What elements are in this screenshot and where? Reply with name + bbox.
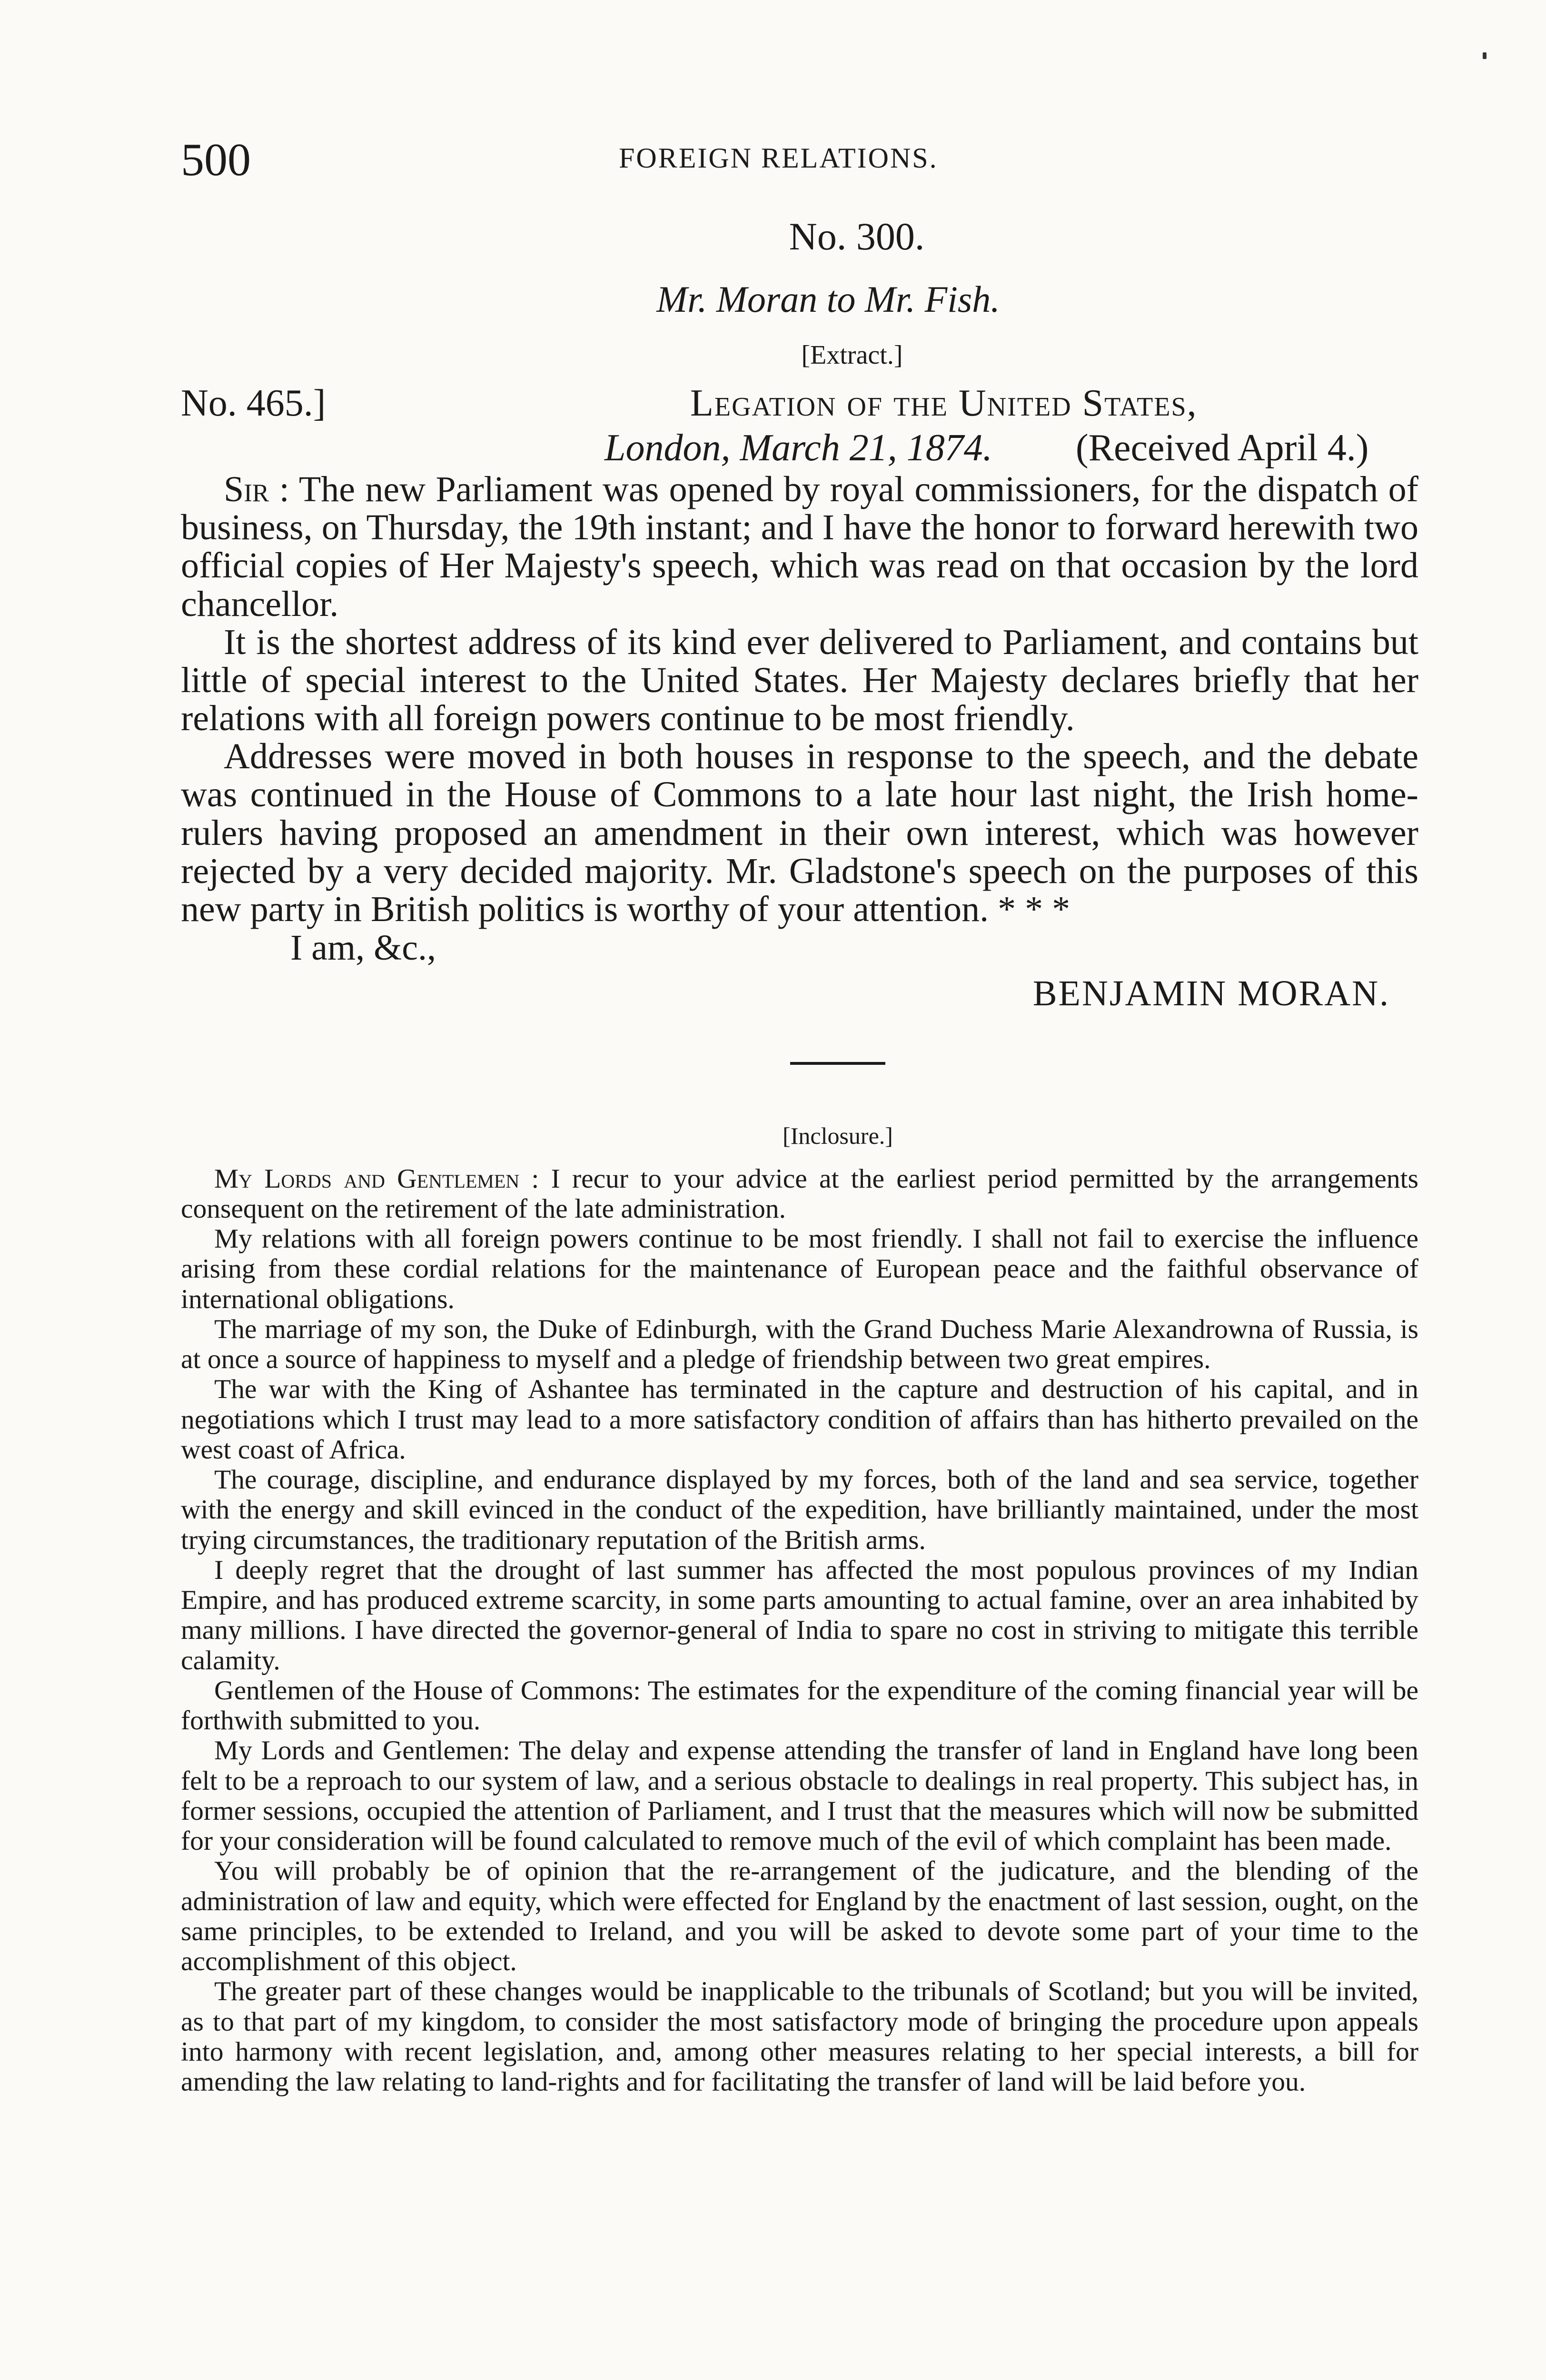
inclosure-label: [Inclosure.] <box>783 1122 893 1149</box>
inclosure-paragraph: The war with the King of Ashantee has terminated in the capture and destruction of his capital, and in negotiations which I trust may lead to a more satisfactory condition of affairs than has hitherto prevailed on the west coast of Africa. <box>181 1374 1418 1465</box>
received-date: (Received April 4.) <box>1076 427 1369 469</box>
letter-paragraph <box>181 470 1418 623</box>
letter-paragraph: Addresses were moved in both houses in response to the speech, and the debate was continued in the House of Commons to a late hour last night, the Irish home-rulers having proposed an amendment in their own interest, which was however rejected by a very decided majority. Mr. Gladstone's speech on the purposes of this new party in British politics is worthy of your attention. * * * <box>181 736 1418 929</box>
inclosure-paragraph: The marriage of my son, the Duke of Edinburgh, with the Grand Duchess Marie Alexandrowna of Russia, is at once a source of happiness to myself and a pledge of friendship between two great empires. <box>181 1314 1418 1375</box>
despatch-number: No. 465.] <box>181 382 326 424</box>
letter-body <box>181 470 1418 1014</box>
inclosure-paragraph: The courage, discipline, and endurance displayed by my forces, both of the land and sea service, together with the energy and skill evinced in the conduct of the expedition, have brilliantly maintained, under the most trying circumstances, the traditionary reputation of the British arms. <box>181 1465 1418 1555</box>
inclosure-address: My Lords and Gentlemen : <box>214 1163 539 1194</box>
inclosure-paragraph: Gentlemen of the House of Commons: The estimates for the expenditure of the coming financial year will be forthwith submitted to you. <box>181 1675 1418 1736</box>
document-heading: Mr. Moran to Mr. Fish. <box>656 278 1000 320</box>
margin-mark <box>1483 52 1487 59</box>
inclosure-paragraph: The greater part of these changes would be inapplicable to the tribunals of Scotland; but you will be invited, as to that part of my kingdom, to consider the most satisfactory mode of bringing the procedure upon appeals into harmony with recent legislation, and, among other measures relating to her special interests, a bill for amending the law relating to land-rights and for facilitating the transfer of land will be laid before you. <box>181 1976 1418 2097</box>
inclosure-paragraph: My relations with all foreign powers continue to be most friendly. I shall not fail to exercise the influence arising from these cordial relations for the maintenance of European peace and the faithful observance of international obligations. <box>181 1224 1418 1314</box>
closing: I am, &c., <box>290 928 436 968</box>
document-number: No. 300. <box>789 215 925 258</box>
extract-note: [Extract.] <box>801 340 903 370</box>
inclosure-paragraph-text: I recur to your advice at the earliest period permitted by the arrangements consequent on the retirement of the late administration. <box>181 1163 1418 1224</box>
inclosure-paragraph <box>181 1164 1418 1224</box>
salutation: Sir : <box>224 469 289 509</box>
place-date: London, March 21, 1874. <box>605 427 992 469</box>
letter-paragraph: It is the shortest address of its kind ever delivered to Parliament, and contains but little of special interest to the United States. Her Majesty declares briefly that her relations with all foreign powers continue to be most friendly. <box>181 622 1418 739</box>
letter-paragraph-text: The new Parliament was opened by royal commissioners, for the dispatch of business, on Thursday, the 19th instant; and I have the honor to forward herewith two official copies of Her Majesty's speech, which was read on that occasion by the lord chancellor. <box>181 469 1418 624</box>
inclosure-body <box>181 1164 1418 2097</box>
page-number: 500 <box>181 134 251 186</box>
section-divider <box>790 1062 885 1065</box>
signature: BENJAMIN MORAN. <box>1032 973 1390 1013</box>
running-head <box>181 133 1418 200</box>
inclosure-paragraph: I deeply regret that the drought of last summer has affected the most populous provinces of my Indian Empire, and has produced extreme scarcity, in some parts amounting to actual famine, over an area inhabited by many millions. I have directed the governor-general of India to spare no cost in striving to mitigate this terrible calamity. <box>181 1555 1418 1676</box>
document-page <box>181 133 1418 2097</box>
inclosure-paragraph: My Lords and Gentlemen: The delay and expense attending the transfer of land in England have long been felt to be a reproach to our system of law, and a serious obstacle to dealings in real property. This subject has, in former sessions, occupied the attention of Parliament, and I trust that the measures which will now be submitted for your consideration will be found calculated to remove much of the evil of which complaint has been made. <box>181 1735 1418 1856</box>
inclosure-paragraph: You will probably be of opinion that the re-arrangement of the judicature, and the blending of the administration of law and equity, which were effected for England by the enactment of last session, ought, on the same principles, to be extended to Ireland, and you will be asked to devote some part of your time to the accomplishment of this object. <box>181 1856 1418 1977</box>
legation-heading: Legation of the United States, <box>690 382 1198 424</box>
dateline <box>181 375 1418 470</box>
running-title: FOREIGN RELATIONS. <box>619 142 938 174</box>
